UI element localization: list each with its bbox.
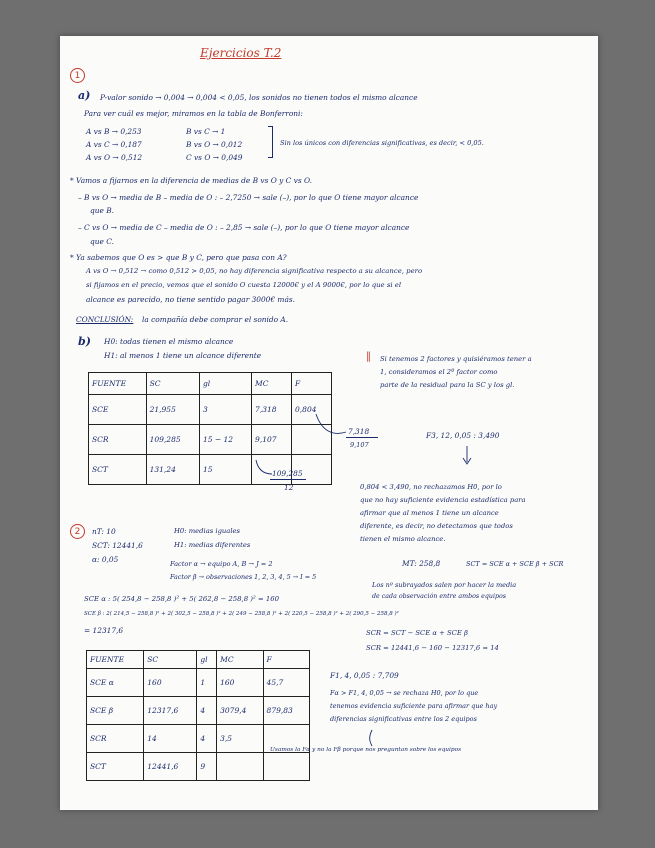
table-cell: 3079,4 [217, 697, 263, 725]
table-cell: 9 [197, 753, 217, 781]
table-cell: 12441,6 [144, 753, 197, 781]
grand-mean: MT: 258,8 [402, 559, 441, 568]
sce-alpha: SCE α : 5( 254,8 − 258,8 )² + 5( 262,8 − 258,8 )² = 160 [84, 595, 280, 603]
part-a-heading: P-valor sonido → 0,004 → 0,004 < 0,05, los sonidos no tienen todos el mismo alcance [100, 93, 418, 102]
page-title: Ejercicios T.2 [200, 46, 282, 60]
bullet-line: * Vamos a fijarnos en la diferencia de medias de B vs O y C vs O. [70, 176, 312, 185]
table-cell: 131,24 [146, 455, 199, 485]
table-cell: 3 [199, 395, 251, 425]
mc-fraction-bottom: 12 [284, 483, 294, 492]
table-cell: 4 [197, 725, 217, 753]
h1: H1: al menos 1 tiene un alcance diferente [104, 351, 262, 360]
mc-fraction-top: 109,285 [272, 469, 303, 478]
table-header: gl [199, 373, 251, 395]
comparison: A vs O → 0,512 [86, 153, 143, 162]
bullet-line: – C vs O → media de C – media de O : – 2,85 → sale (–), por lo que O tiene mayor alcance [78, 223, 410, 232]
factor-line: Factor α → equipo A, B → J = 2 [170, 560, 273, 568]
mc-fraction-top: 7,318 [348, 427, 370, 436]
table-cell: 4 [197, 697, 217, 725]
table-cell: 160 [217, 669, 263, 697]
table-cell: 0,804 [292, 395, 332, 425]
sce-beta: SCE β : 2( 214,5 − 258,8 )² + 2( 302,5 − 258,8 )² + 2( 249 − 258,8 )² + 2( 220,5 − 258,8 )² + 2( 290,5 − 258,8 )² [84, 611, 399, 617]
part-a-label: a) [78, 89, 91, 102]
comparison: B vs C → 1 [186, 127, 226, 136]
bullet-line: A vs O → 0,512 → como 0,512 > 0,05, no hay diferencia significativa respecto a su alcance, pero [86, 267, 423, 275]
f-critical-2: F1, 4, 0,05 : 7,709 [330, 671, 399, 680]
table-header: FUENTE [87, 651, 144, 669]
sct-formula: SCT = SCE α + SCE β + SCR [466, 560, 564, 568]
comparison-note: Sin los únicos con diferencias significativas, es decir, < 0,05. [280, 139, 484, 147]
obs-note: Los nº subrayados salen por hacer la media [372, 581, 517, 589]
comparison: B vs O → 0,012 [186, 140, 243, 149]
given-value: SCT: 12441,6 [92, 541, 143, 550]
table-cell: 45,7 [263, 669, 309, 697]
table-cell: SCE α [87, 669, 144, 697]
table-cell: 21,955 [146, 395, 199, 425]
table-cell: SCT [87, 753, 144, 781]
table-cell: 879,83 [263, 697, 309, 725]
table-header: gl [197, 651, 217, 669]
table-cell: 3,5 [217, 725, 263, 753]
bullet-line: que B. [90, 206, 114, 215]
table-cell: SCR [89, 425, 147, 455]
table-header: SC [144, 651, 197, 669]
decision-line: afirmar que al menos 1 tiene un alcance [360, 509, 499, 517]
table-header: FUENTE [89, 373, 147, 395]
table-cell: 15 − 12 [199, 425, 251, 455]
bullet-line: que C. [90, 237, 114, 246]
exercise-2-number: 2 [70, 524, 85, 539]
table-cell: 14 [144, 725, 197, 753]
table-cell: SCR [87, 725, 144, 753]
table-cell: 1 [197, 669, 217, 697]
right-note-line: Si tenemos 2 factores y quisiéramos tener a [380, 355, 532, 363]
exercise-1-number: 1 [70, 68, 85, 83]
decision-line: que no hay suficiente evidencia estadística para [360, 496, 526, 504]
table-header: F [292, 373, 332, 395]
table-header: F [263, 651, 309, 669]
decision-line: tienen el mismo alcance. [360, 535, 446, 543]
f-decision-line: Fα > F1, 4, 0,05 → se rechaza H0, por lo que [330, 689, 479, 697]
h0: H0: todas tienen el mismo alcance [104, 337, 234, 346]
right-note-line: 1, consideramos el 2º factor como [380, 368, 498, 376]
table-header: SC [146, 373, 199, 395]
table-cell: 109,285 [146, 425, 199, 455]
hypothesis: H0: medias iguales [174, 527, 241, 535]
comparison: A vs B → 0,253 [86, 127, 142, 136]
table-cell: SCE [89, 395, 147, 425]
arrow-to-fraction [256, 460, 272, 474]
f-decision-line: diferencias significativas entre los 2 equipos [330, 715, 477, 723]
f-decision-line: tenemos evidencia suficiente para afirmar que hay [330, 702, 498, 710]
table-cell: 12317,6 [144, 697, 197, 725]
footer-note: Usamos la Fα y no la Fβ porque nos preguntan sobre los equipos [270, 747, 462, 753]
scr-calc: SCR = 12441,6 − 160 − 12317,6 = 14 [366, 644, 499, 652]
obs-note: de cada observación entre ambos equipos [372, 593, 507, 600]
scr-formula: SCR = SCT − SCE α + SCE β [366, 629, 468, 637]
conclusion-text: la compañía debe comprar el sonido A. [142, 315, 289, 324]
table-header: MC [252, 373, 292, 395]
given-value: nT: 10 [92, 527, 116, 536]
down-arrow [370, 730, 372, 746]
comparison: A vs C → 0,187 [86, 140, 142, 149]
table-cell: 15 [199, 455, 251, 485]
mc-fraction-bottom: 9,107 [350, 441, 369, 449]
comparison: C vs O → 0,049 [186, 153, 243, 162]
note-mark: ‖ [366, 351, 371, 362]
bullet-line: – B vs O → media de B – media de O : – 2,7250 → sale (–), por lo que O tiene mayor alcance [78, 193, 419, 202]
bonferroni-intro: Para ver cuál es mejor, miramos en la tabla de Bonferroni: [84, 109, 303, 118]
table-cell: 160 [144, 669, 197, 697]
right-note-line: parte de la residual para la SC y los gl. [380, 381, 515, 389]
sce-beta-result: = 12317,6 [84, 626, 124, 635]
f-critical: F3, 12, 0,05 : 3,490 [426, 431, 500, 440]
hypothesis: H1: medias diferentes [174, 541, 251, 549]
table-cell: 7,318 [252, 395, 292, 425]
decision-line: 0,804 < 3,490, no rechazamos H0, por lo [360, 483, 502, 491]
bullet-line: si fijamos en el precio, vemos que el sonido O cuesta 12000€ y el A 9000€, por lo que si el [86, 281, 402, 289]
factor-line: Factor β → observaciones 1, 2, 3, 4, 5 → I = 5 [170, 573, 317, 581]
bullet-line: * Ya sabemos que O es > que B y C, pero que pasa con A? [70, 253, 287, 262]
bullet-line: alcance es parecido, no tiene sentido pagar 3000€ más. [86, 295, 295, 304]
table-header: MC [217, 651, 263, 669]
table-cell: SCE β [87, 697, 144, 725]
part-b-label: b) [78, 335, 91, 348]
table-cell: SCT [89, 455, 147, 485]
decision-line: diferente, es decir, no detectamos que todos [360, 522, 513, 530]
table-cell: 9,107 [252, 425, 292, 455]
given-value: α: 0,05 [92, 555, 119, 564]
arrow-to-fraction [316, 414, 346, 433]
conclusion-label: CONCLUSIÓN: [76, 315, 134, 324]
